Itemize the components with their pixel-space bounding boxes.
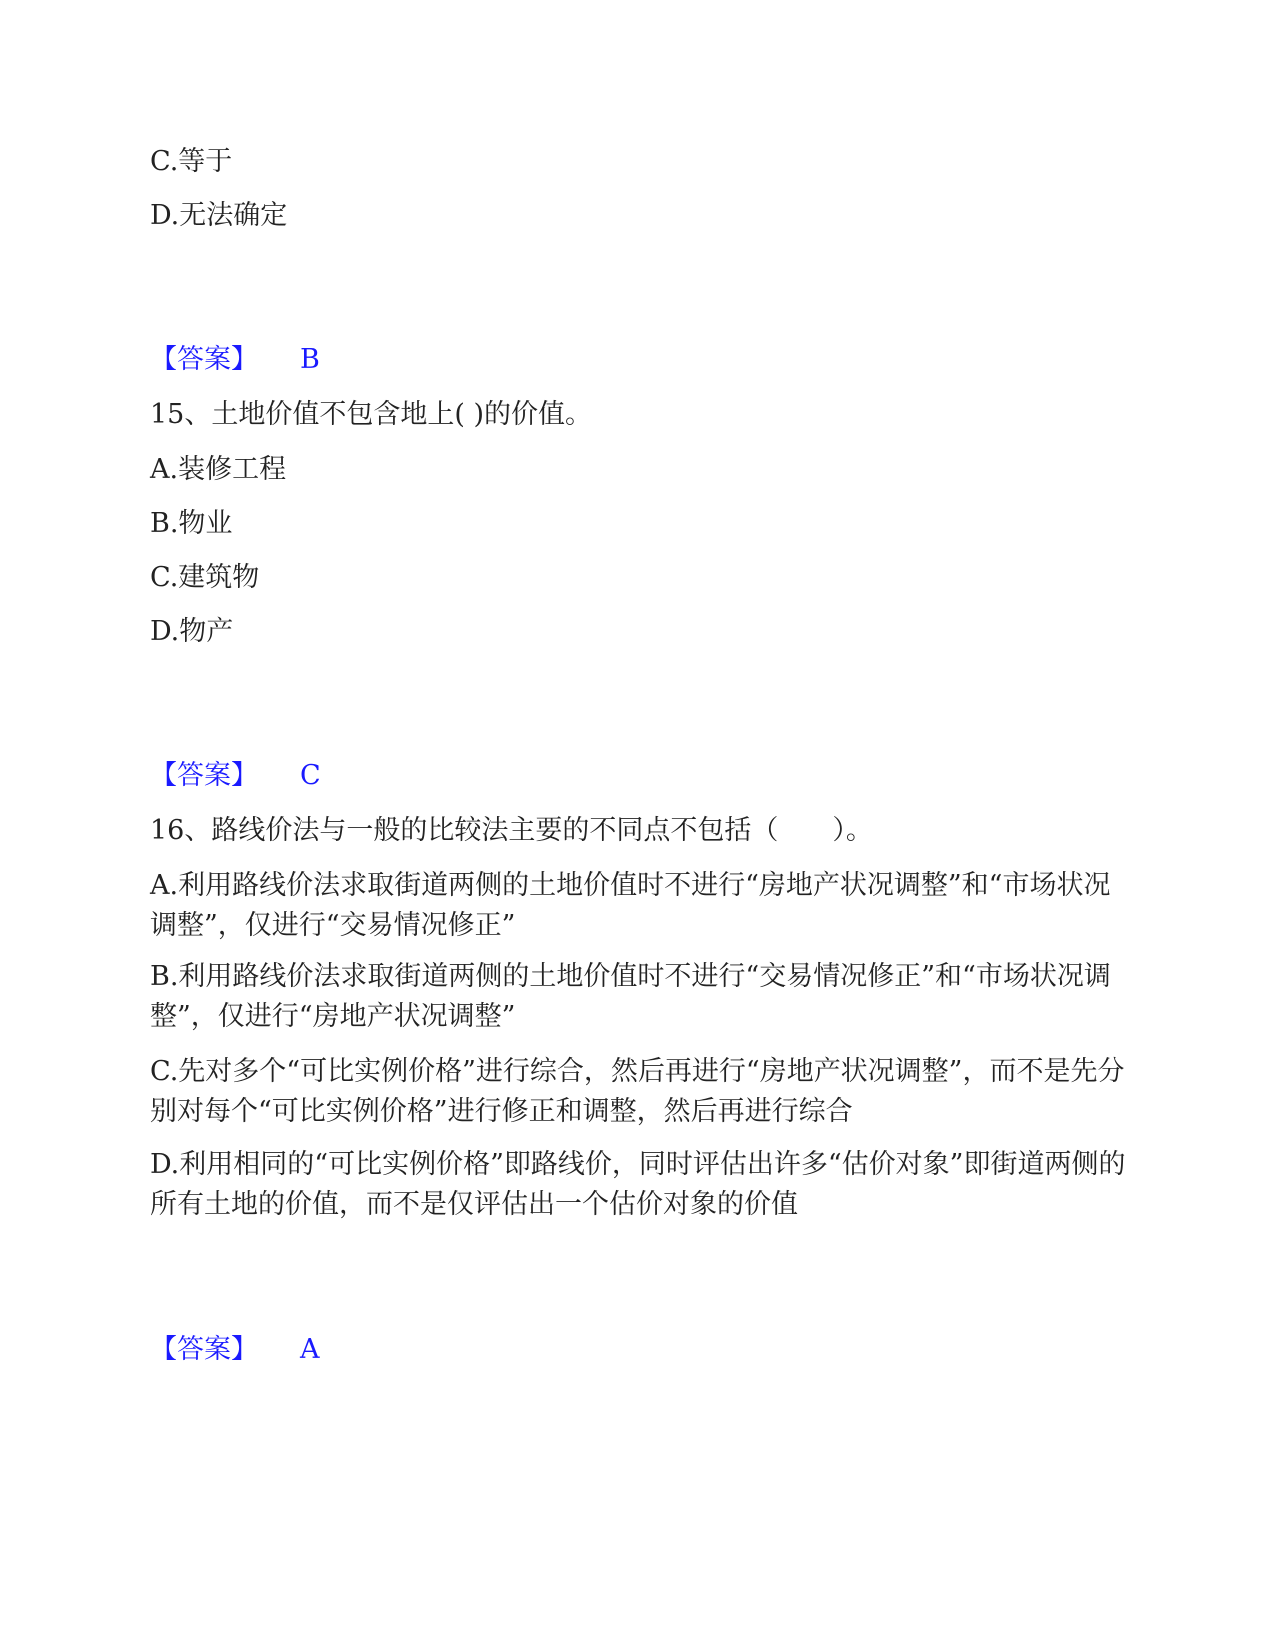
q15-question: 15、土地价值不包含地上( )的价值。 xyxy=(150,399,593,430)
q15-option-c: C.建筑物 xyxy=(150,562,260,593)
q14-answer-value: B xyxy=(300,344,320,375)
q15-answer xyxy=(150,756,321,796)
q16-answer xyxy=(150,1330,320,1370)
q16-answer-label: 【答案】 xyxy=(150,1334,258,1365)
q15-answer-label: 【答案】 xyxy=(150,760,258,791)
q15-option-d: D.物产 xyxy=(150,616,234,647)
q14-answer-label: 【答案】 xyxy=(150,344,258,375)
q16-option-c: C.先对多个“可比实例价格”进行综合，然后再进行“房地产状况调整”，而不是先分别对每个“可比实例价格”进行修正和调整，然后再进行综合 xyxy=(150,1056,1125,1127)
q15-answer-value: C xyxy=(300,760,321,791)
q14-answer xyxy=(150,340,320,380)
q15-option-b: B.物业 xyxy=(150,508,233,539)
q16-option-d: D.利用相同的“可比实例价格”即路线价，同时评估出许多“估价对象”即街道两侧的所有土地的价值，而不是仅评估出一个估价对象的价值 xyxy=(150,1149,1126,1220)
q15-option-a: A.装修工程 xyxy=(150,454,287,485)
q14-option-c: C.等于 xyxy=(150,146,233,177)
q16-question: 16、路线价法与一般的比较法主要的不同点不包括（ ）。 xyxy=(150,815,873,846)
q14-option-d: D.无法确定 xyxy=(150,200,288,231)
q16-answer-value: A xyxy=(300,1334,320,1365)
q16-option-a: A.利用路线价法求取街道两侧的土地价值时不进行“房地产状况调整”和“市场状况调整”，仅进行“交易情况修正” xyxy=(150,870,1111,941)
q16-option-b: B.利用路线价法求取街道两侧的土地价值时不进行“交易情况修正”和“市场状况调整”，仅进行“房地产状况调整” xyxy=(150,961,1111,1032)
